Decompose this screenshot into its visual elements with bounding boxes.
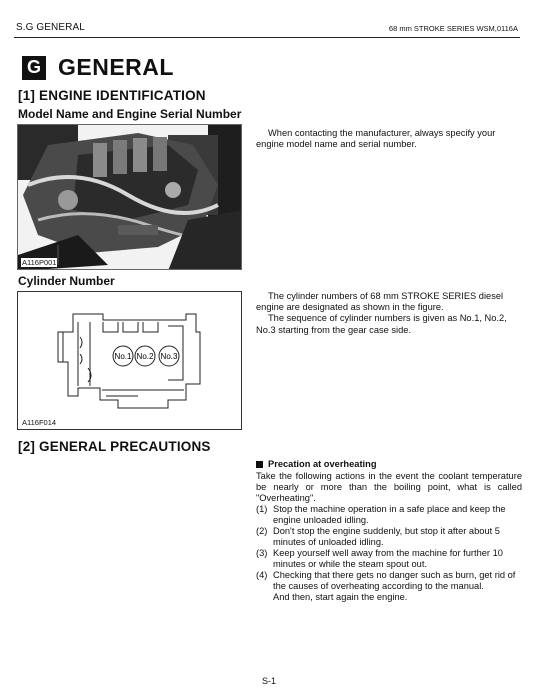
precaution-step xyxy=(256,526,522,548)
step-text: Keep yourself well away from the machine for further 10 minutes or while the steam spout out. xyxy=(273,548,503,569)
square-bullet-icon xyxy=(256,461,263,468)
section-heading-engine-identification: [1] ENGINE IDENTIFICATION xyxy=(18,88,206,103)
precaution-overheating-block xyxy=(256,459,522,603)
header-section-label: S.G GENERAL xyxy=(16,22,85,33)
figure-label-cylinder-diagram: A116F014 xyxy=(22,418,57,427)
paragraph-cylinder-number xyxy=(256,291,520,336)
engine-photo xyxy=(18,125,242,270)
chapter-title-block xyxy=(22,54,174,81)
cylinder-diagram xyxy=(18,292,242,430)
step-text: Stop the machine operation in a safe place and keep the engine unloaded idling. xyxy=(273,504,506,525)
engine-photo-figure xyxy=(17,124,242,270)
step-number: (1) xyxy=(256,504,268,514)
cylinder-label-3: No.3 xyxy=(160,352,178,361)
chapter-title: GENERAL xyxy=(58,54,174,80)
cylinder-label-1: No.1 xyxy=(114,352,132,361)
step-number: (4) xyxy=(256,570,268,580)
model-name-text: When contacting the manufacturer, always specify your engine model name and serial number. xyxy=(256,128,496,150)
cylinder-label-2: No.2 xyxy=(136,352,154,361)
paragraph-model-name xyxy=(256,128,520,150)
precaution-closing-text: And then, start again the engine. xyxy=(273,592,408,602)
chapter-letter-badge: G xyxy=(22,56,46,80)
step-text: Don't stop the engine suddenly, but stop it after about 5 minutes of unloaded idling. xyxy=(273,526,500,547)
precaution-step xyxy=(256,570,522,592)
figure-label-engine-photo: A116P001 xyxy=(22,258,57,267)
precaution-title xyxy=(256,459,522,470)
header-series-label: 68 mm STROKE SERIES WSM,0116A xyxy=(388,24,518,33)
subheading-model-name: Model Name and Engine Serial Number xyxy=(18,107,242,121)
step-number: (2) xyxy=(256,526,268,536)
step-text: Checking that there gets no danger such as burn, get rid of the causes of overheating according to the manual. xyxy=(273,570,516,591)
section-heading-general-precautions: [2] GENERAL PRECAUTIONS xyxy=(18,439,211,454)
cylinder-markers xyxy=(113,346,179,366)
header-rule xyxy=(14,37,520,38)
precaution-title-text: Precation at overheating xyxy=(268,459,377,469)
subheading-cylinder-number: Cylinder Number xyxy=(18,274,115,288)
step-number: (3) xyxy=(256,548,268,558)
page-number: S-1 xyxy=(261,676,276,686)
cylinder-text-2: The sequence of cylinder numbers is given as No.1, No.2, No.3 starting from the gear case side. xyxy=(256,313,507,335)
cylinder-diagram-figure xyxy=(17,291,242,430)
cylinder-text-1: The cylinder numbers of 68 mm STROKE SERIES diesel engine are designated as shown in the figure. xyxy=(256,291,504,313)
precaution-step xyxy=(256,504,522,526)
precaution-step xyxy=(256,548,522,570)
precaution-intro: Take the following actions in the event the coolant temperature be nearly or more than the boiling point, what is called "Overheating". xyxy=(256,471,522,503)
